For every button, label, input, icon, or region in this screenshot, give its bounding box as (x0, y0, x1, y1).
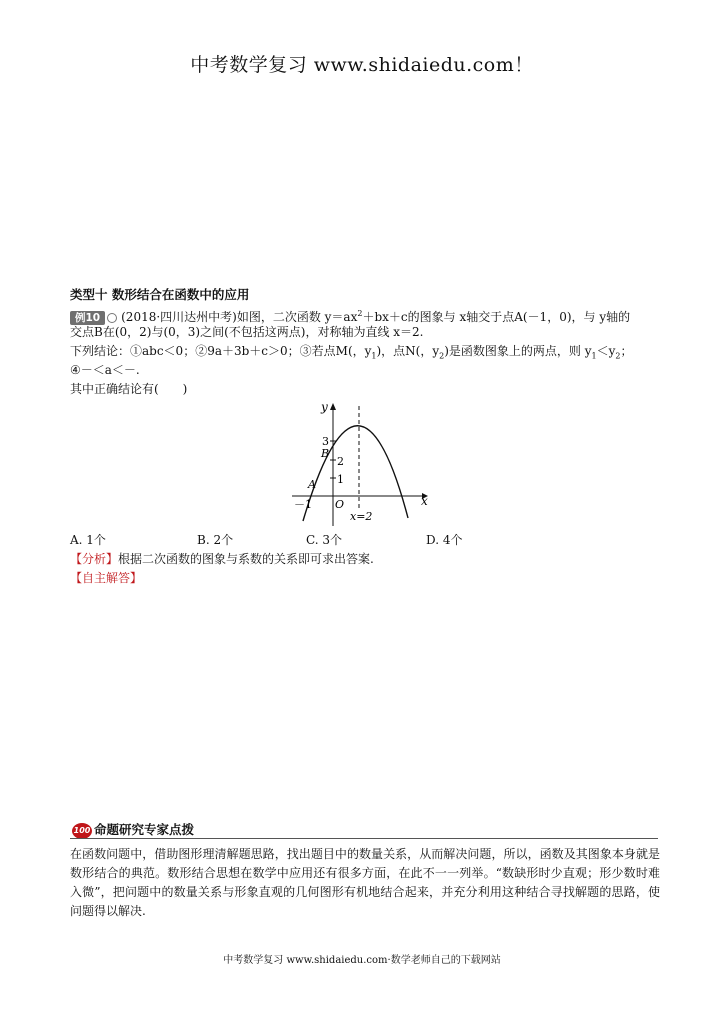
choice-c: C. 3个 (306, 533, 343, 547)
point-a-label: A (308, 478, 316, 491)
x-axis-label: x (421, 494, 428, 508)
tick-3-label: 3 (322, 435, 329, 448)
origin-label: O (335, 498, 345, 511)
example-line-4: ④－＜a＜－. (70, 363, 140, 377)
point-b-label: B (321, 447, 330, 460)
example-line1-post: ＋bx＋c的图象与 x轴交于点A(－1，0)，与 y轴的 (362, 310, 631, 324)
example-line-5: 其中正确结论有( ) (70, 382, 188, 396)
example-line-3 (70, 342, 633, 365)
badge-dot-icon (107, 313, 117, 323)
page-footer: 中考数学复习 www.shidaiedu.com·数学老师自己的下载网站 (223, 955, 501, 966)
example-line-2: 交点B在(0，2)与(0，3)之间(不包括这两点)，对称轴为直线 x＝2. (70, 325, 424, 339)
example-line1-sup: 2 (357, 309, 363, 318)
y-axis-label: y (321, 400, 328, 414)
line3-c: )是函数图象上的两点，则 y (444, 344, 592, 358)
choice-d: D. 4个 (426, 533, 463, 547)
analysis-tag: 【分析】 (70, 552, 119, 566)
line3-a: 下列结论：①abc＜0；②9a＋3b＋c＞0；③若点M(，y (70, 344, 372, 358)
page-header: 中考数学复习 www.shidaiedu.com！ (190, 54, 534, 76)
tick-1-label: 1 (337, 473, 344, 486)
line3-sub1: 1 (371, 351, 377, 361)
self-answer-tag: 【自主解答】 (70, 571, 143, 585)
tips-title: 命题研究专家点拨 (94, 822, 195, 837)
line3-sub3: 1 (591, 351, 597, 361)
line3-sub2: 2 (439, 351, 445, 361)
section-title: 类型十 数形结合在函数中的应用 (70, 287, 250, 302)
tips-divider (70, 838, 658, 839)
line3-e: ； (620, 344, 633, 358)
tips-body: 在函数问题中，借助图形理清解题思路，找出题目中的数量关系，从而解决问题，所以，函数及其图象本身就是数形结合的典范。数形结合思想在数学中应用还有很多方面，在此不一一列举。“数缺形时少直观；形少数时难入微”，把问题中的数量关系与形象直观的几何图形有机地结合起来，并充分利用这种结合寻找解题的思路，使问题得以解决. (70, 847, 660, 918)
analysis-text: 根据二次函数的图象与系数的关系即可求出答案. (118, 552, 374, 566)
example-line1-pre: (2018·四川达州中考)如图，二次函数 y＝ax (121, 310, 358, 324)
tick-neg1-label: －1 (294, 498, 312, 511)
line3-b: )，点N(，y (376, 344, 440, 358)
parabola-curve (303, 426, 408, 521)
choice-a: A. 1个 (70, 533, 106, 547)
symmetry-axis-label: x=2 (350, 510, 373, 523)
line3-d: ＜y (596, 344, 616, 358)
tips-header (72, 820, 194, 839)
tips-badge-icon: 100 (72, 823, 92, 839)
choice-b: B. 2个 (197, 533, 234, 547)
tick-2-label: 2 (337, 455, 344, 468)
line3-sub4: 2 (615, 351, 621, 361)
y-axis-arrow (330, 403, 336, 410)
analysis-line (70, 550, 374, 569)
parabola-graph (290, 398, 440, 528)
example-badge: 例10 (70, 311, 105, 325)
